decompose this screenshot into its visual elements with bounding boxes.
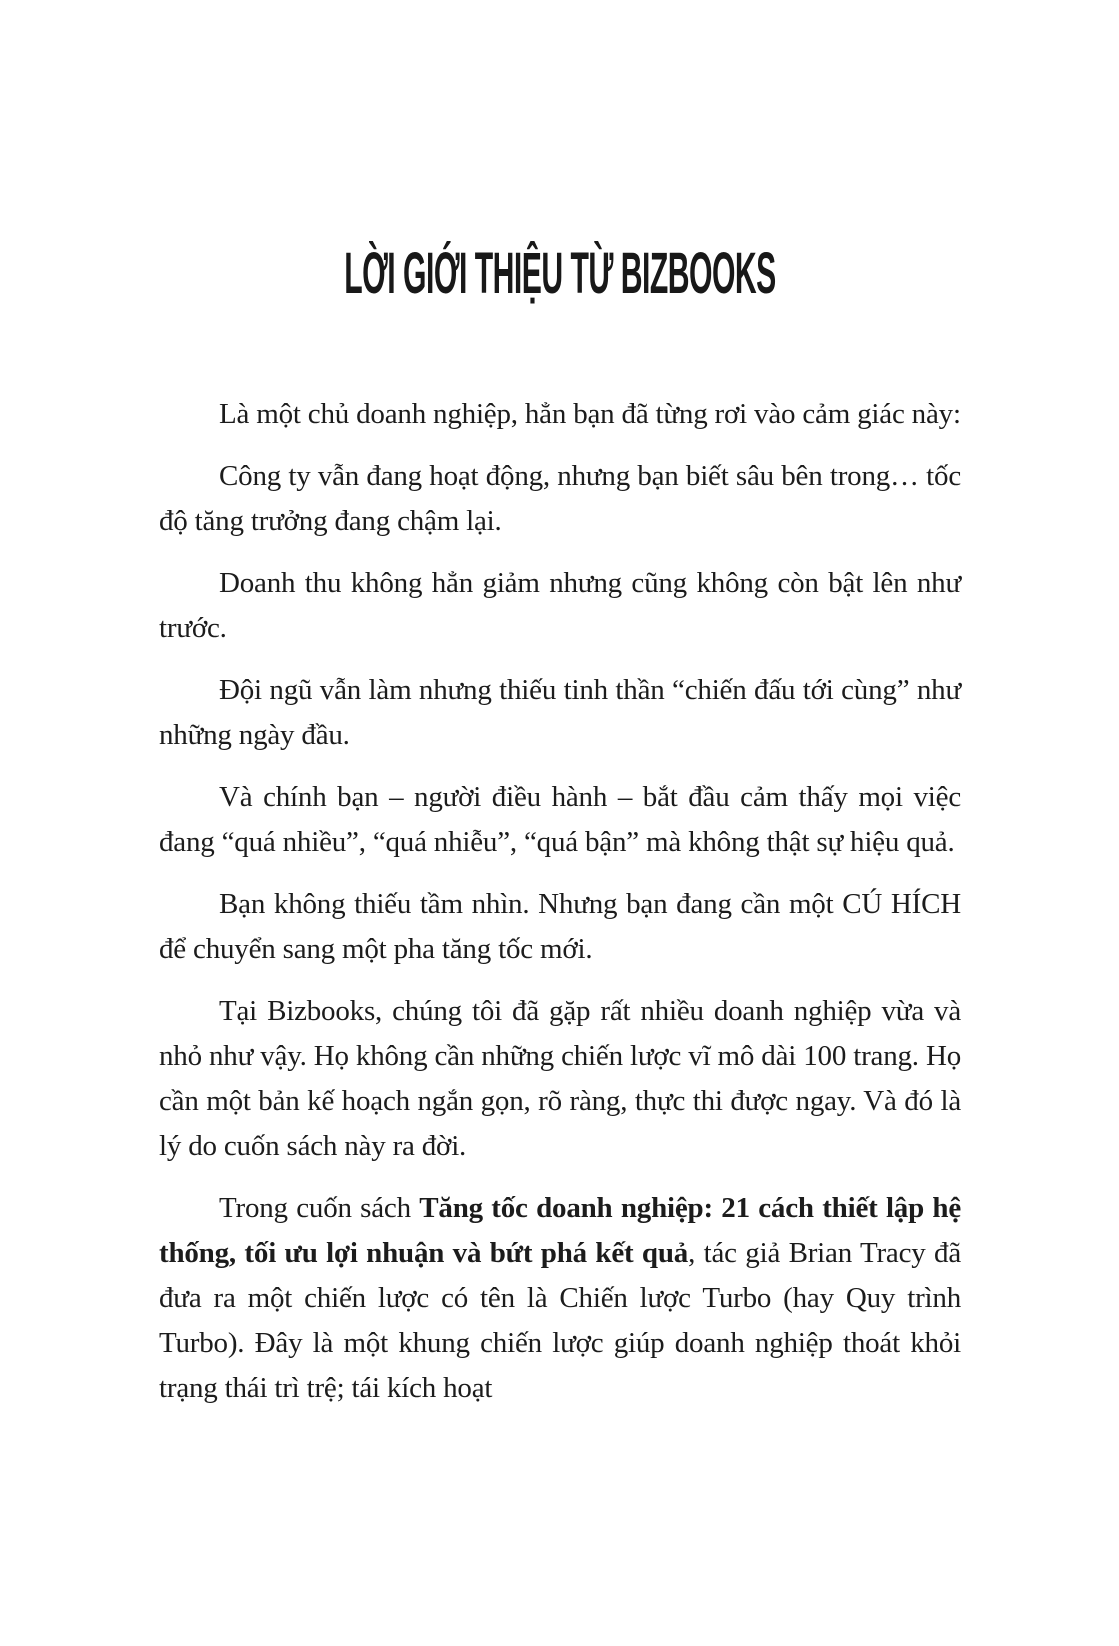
paragraph-8-rest: , tác giả Brian Tracy đã đưa ra một chiến lược có tên là Chiến lược Turbo (hay Quy trình Turbo). Đây là một khung chiến lược giúp doanh nghiệp thoát khỏi trạng thái trì trệ; tái kích hoạt [159,1237,961,1404]
paragraph-2: Công ty vẫn đang hoạt động, nhưng bạn biết sâu bên trong… tốc độ tăng trưởng đang chậm lại. [159,460,961,537]
paragraph-4: Đội ngũ vẫn làm nhưng thiếu tinh thần “chiến đấu tới cùng” như những ngày đầu. [159,674,961,751]
body-text [159,392,961,1428]
paragraph-1: Là một chủ doanh nghiệp, hẳn bạn đã từng rơi vào cảm giác này: [219,398,961,430]
paragraph-7: Tại Bizbooks, chúng tôi đã gặp rất nhiều doanh nghiệp vừa và nhỏ như vậy. Họ không cần những chiến lược vĩ mô dài 100 trang. Họ cần một bản kế hoạch ngắn gọn, rõ ràng, thực thi được ngay. Và đó là lý do cuốn sách này ra đời. [159,995,961,1162]
paragraph-5: Và chính bạn – người điều hành – bắt đầu cảm thấy mọi việc đang “quá nhiều”, “quá nhiễu”, “quá bận” mà không thật sự hiệu quả. [159,781,961,858]
book-title-bold: Tăng tốc doanh nghiệp: 21 cách thiết lập hệ thống, tối ưu lợi nhuận và bứt phá kết quả [159,1192,961,1269]
paragraph-3: Doanh thu không hẳn giảm nhưng cũng không còn bật lên như trước. [159,567,961,644]
page-title [0,241,1119,306]
page-title-text: LỜI GIỚI THIỆU TỪ BIZBOOKS [343,241,776,306]
paragraph-8 [159,1186,961,1411]
paragraph-6: Bạn không thiếu tầm nhìn. Nhưng bạn đang cần một CÚ HÍCH để chuyển sang một pha tăng tốc mới. [159,888,961,965]
paragraph-8-lead: Trong cuốn sách [219,1192,420,1224]
